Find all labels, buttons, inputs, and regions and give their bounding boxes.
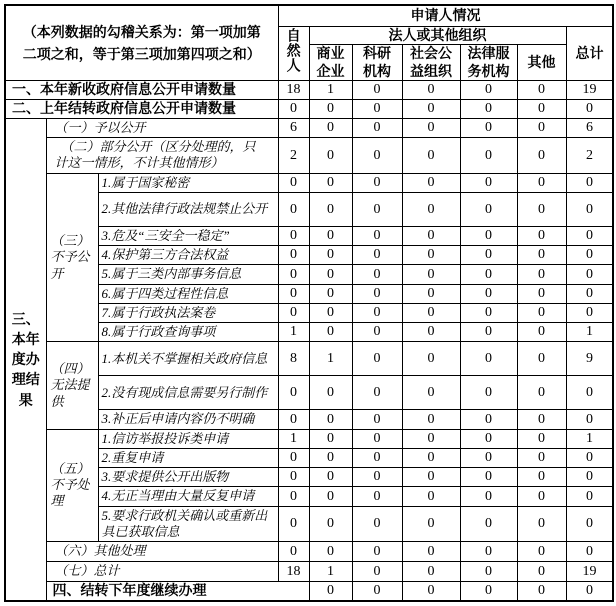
value-cell: 0 <box>278 376 309 410</box>
value-cell: 0 <box>278 303 309 322</box>
value-cell: 0 <box>352 100 402 119</box>
value-cell: 0 <box>402 284 460 303</box>
value-cell: 0 <box>517 342 566 376</box>
value-cell: 0 <box>517 81 566 100</box>
value-cell: 0 <box>352 246 402 265</box>
value-cell: 0 <box>352 138 402 174</box>
value-cell: 0 <box>402 582 460 601</box>
value-cell: 0 <box>566 448 613 467</box>
value-cell: 0 <box>352 448 402 467</box>
value-cell: 0 <box>309 487 352 506</box>
value-cell: 0 <box>460 542 517 562</box>
value-cell: 0 <box>278 284 309 303</box>
value-cell: 0 <box>352 506 402 542</box>
value-cell: 0 <box>309 138 352 174</box>
row-label: 1.信访举报投诉类申请 <box>98 429 278 448</box>
value-cell: 0 <box>352 562 402 582</box>
value-cell: 19 <box>566 81 613 100</box>
value-cell: 0 <box>517 303 566 322</box>
value-cell: 0 <box>402 226 460 245</box>
value-cell: 0 <box>309 582 352 601</box>
value-cell: 2 <box>566 138 613 174</box>
value-cell: 0 <box>460 468 517 487</box>
nondisclosure-group-label: （三）不予公开 <box>46 173 98 342</box>
value-cell: 0 <box>352 226 402 245</box>
row-carried-over-applications <box>5 100 613 119</box>
value-cell: 1 <box>309 342 352 376</box>
row-label: 6.属于四类过程性信息 <box>98 284 278 303</box>
value-cell: 2 <box>278 138 309 174</box>
value-cell: 0 <box>517 265 566 284</box>
applicant-status-header: 申请人情况 <box>278 5 613 26</box>
value-cell: 0 <box>566 265 613 284</box>
value-cell: 0 <box>352 487 402 506</box>
row-label: 4.保护第三方合法权益 <box>98 246 278 265</box>
value-cell: 0 <box>460 226 517 245</box>
org-type-header-other: 其他 <box>517 45 566 81</box>
value-cell: 0 <box>566 192 613 226</box>
org-type-header-legal-service: 法律服务机构 <box>460 45 517 81</box>
value-cell: 0 <box>566 226 613 245</box>
value-cell: 0 <box>460 100 517 119</box>
value-cell: 0 <box>517 284 566 303</box>
value-cell: 0 <box>517 562 566 582</box>
value-cell: 0 <box>352 410 402 429</box>
value-cell: 0 <box>402 303 460 322</box>
value-cell: 0 <box>566 376 613 410</box>
value-cell: 1 <box>278 323 309 342</box>
value-cell: 0 <box>460 246 517 265</box>
value-cell: 0 <box>460 376 517 410</box>
value-cell: 0 <box>278 226 309 245</box>
org-type-header-research: 科研机构 <box>352 45 402 81</box>
value-cell: 0 <box>309 303 352 322</box>
value-cell: 0 <box>460 429 517 448</box>
row-label: 2.没有现成信息需要另行制作 <box>98 376 278 410</box>
value-cell: 0 <box>566 542 613 562</box>
row-nondisclosure-1 <box>5 173 613 192</box>
value-cell: 0 <box>517 226 566 245</box>
value-cell: 0 <box>460 582 517 601</box>
value-cell: 0 <box>352 81 402 100</box>
row-label: 四、结转下年度继续办理 <box>46 582 309 601</box>
row-label: 2.重复申请 <box>98 448 278 467</box>
value-cell: 0 <box>278 542 309 562</box>
value-cell: 0 <box>309 506 352 542</box>
value-cell: 0 <box>278 506 309 542</box>
not-processed-group-label: （五）不予处理 <box>46 429 98 542</box>
value-cell: 9 <box>566 342 613 376</box>
value-cell: 0 <box>402 138 460 174</box>
value-cell: 0 <box>309 323 352 342</box>
value-cell: 0 <box>309 100 352 119</box>
value-cell: 0 <box>566 468 613 487</box>
row-unable-provide-1 <box>5 342 613 376</box>
row-label: 4.无正当理由大量反复申请 <box>98 487 278 506</box>
value-cell: 0 <box>352 582 402 601</box>
value-cell: 0 <box>460 506 517 542</box>
value-cell: 0 <box>278 410 309 429</box>
row-label: 一、本年新收政府信息公开申请数量 <box>5 81 278 100</box>
value-cell: 0 <box>352 376 402 410</box>
value-cell: 0 <box>352 173 402 192</box>
value-cell: 0 <box>460 81 517 100</box>
value-cell: 0 <box>460 192 517 226</box>
section3-label: 三、本年度办理结果 <box>5 119 46 601</box>
value-cell: 0 <box>460 138 517 174</box>
row-label: 7.属于行政执法案卷 <box>98 303 278 322</box>
value-cell: 0 <box>352 265 402 284</box>
value-cell: 1 <box>309 562 352 582</box>
value-cell: 0 <box>352 542 402 562</box>
value-cell: 0 <box>402 468 460 487</box>
value-cell: 0 <box>517 542 566 562</box>
value-cell: 0 <box>309 246 352 265</box>
value-cell: 0 <box>402 542 460 562</box>
natural-person-label: 自然人 <box>285 28 302 74</box>
value-cell: 0 <box>460 562 517 582</box>
value-cell: 0 <box>460 303 517 322</box>
value-cell: 1 <box>566 323 613 342</box>
value-cell: 0 <box>566 506 613 542</box>
value-cell: 0 <box>309 173 352 192</box>
row-partial-disclosure <box>5 138 613 174</box>
row-label: 1.本机关不掌握相关政府信息 <box>98 342 278 376</box>
value-cell: 1 <box>309 81 352 100</box>
value-cell: 0 <box>278 265 309 284</box>
value-cell: 0 <box>352 342 402 376</box>
value-cell: 0 <box>566 246 613 265</box>
value-cell: 0 <box>309 410 352 429</box>
value-cell: 0 <box>309 542 352 562</box>
header-row-1 <box>5 5 613 26</box>
row-label: 5.属于三类内部事务信息 <box>98 265 278 284</box>
row-label: （一）予以公开 <box>46 119 278 138</box>
row-label: 8.属于行政查询事项 <box>98 323 278 342</box>
value-cell: 0 <box>517 192 566 226</box>
value-cell: 0 <box>352 429 402 448</box>
value-cell: 0 <box>566 303 613 322</box>
value-cell: 0 <box>402 342 460 376</box>
value-cell: 0 <box>278 448 309 467</box>
value-cell: 0 <box>460 265 517 284</box>
value-cell: 0 <box>517 487 566 506</box>
value-cell: 0 <box>517 410 566 429</box>
value-cell: 0 <box>352 323 402 342</box>
value-cell: 0 <box>460 487 517 506</box>
row-label: （六）其他处理 <box>46 542 278 562</box>
value-cell: 0 <box>402 410 460 429</box>
value-cell: 0 <box>309 284 352 303</box>
legal-org-header: 法人或其他组织 <box>309 26 566 45</box>
value-cell: 0 <box>460 323 517 342</box>
row-label: 3.要求提供公开出版物 <box>98 468 278 487</box>
value-cell: 0 <box>517 376 566 410</box>
value-cell: 0 <box>402 376 460 410</box>
row-label: （七）总计 <box>46 562 278 582</box>
org-type-header-business: 商业企业 <box>309 45 352 81</box>
value-cell: 0 <box>402 81 460 100</box>
value-cell: 8 <box>278 342 309 376</box>
value-cell: 18 <box>278 562 309 582</box>
value-cell: 0 <box>278 100 309 119</box>
value-cell: 0 <box>517 119 566 138</box>
value-cell: 18 <box>278 81 309 100</box>
reconciliation-note: （本列数据的勾稽关系为：第一项加第二项之和，等于第三项加第四项之和） <box>5 5 278 81</box>
row-granted-disclosure <box>5 119 613 138</box>
value-cell: 0 <box>402 448 460 467</box>
value-cell: 0 <box>460 284 517 303</box>
value-cell: 0 <box>352 284 402 303</box>
row-label: 1.属于国家秘密 <box>98 173 278 192</box>
value-cell: 0 <box>402 119 460 138</box>
value-cell: 0 <box>402 506 460 542</box>
value-cell: 0 <box>460 173 517 192</box>
value-cell: 0 <box>278 487 309 506</box>
value-cell: 19 <box>566 562 613 582</box>
value-cell: 0 <box>309 119 352 138</box>
value-cell: 0 <box>566 284 613 303</box>
value-cell: 0 <box>460 448 517 467</box>
value-cell: 0 <box>309 429 352 448</box>
value-cell: 0 <box>402 429 460 448</box>
value-cell: 0 <box>278 246 309 265</box>
value-cell: 0 <box>566 487 613 506</box>
value-cell: 0 <box>460 410 517 429</box>
row-label: 二、上年结转政府信息公开申请数量 <box>5 100 278 119</box>
row-label: 2.其他法律行政法规禁止公开 <box>98 192 278 226</box>
value-cell: 1 <box>278 429 309 448</box>
disclosure-applications-table <box>4 4 614 602</box>
value-cell: 0 <box>517 468 566 487</box>
value-cell: 0 <box>352 303 402 322</box>
value-cell: 0 <box>309 448 352 467</box>
value-cell: 0 <box>352 468 402 487</box>
value-cell: 0 <box>517 448 566 467</box>
row-not-processed-1 <box>5 429 613 448</box>
value-cell: 0 <box>566 100 613 119</box>
value-cell: 0 <box>402 100 460 119</box>
value-cell: 0 <box>309 468 352 487</box>
value-cell: 0 <box>309 376 352 410</box>
value-cell: 0 <box>460 342 517 376</box>
value-cell: 0 <box>278 173 309 192</box>
org-type-header-public-welfare: 社会公益组织 <box>402 45 460 81</box>
value-cell: 0 <box>402 265 460 284</box>
value-cell: 0 <box>517 582 566 601</box>
value-cell: 0 <box>402 173 460 192</box>
value-cell: 0 <box>309 192 352 226</box>
value-cell: 0 <box>517 138 566 174</box>
unable-provide-group-label: （四）无法提供 <box>46 342 98 429</box>
value-cell: 0 <box>517 506 566 542</box>
value-cell: 0 <box>352 119 402 138</box>
value-cell: 0 <box>309 265 352 284</box>
row-label: 3.补正后申请内容仍不明确 <box>98 410 278 429</box>
value-cell: 1 <box>566 429 613 448</box>
row-label: 5.要求行政机关确认或重新出具已获取信息 <box>98 506 278 542</box>
value-cell: 0 <box>517 323 566 342</box>
value-cell: 0 <box>566 410 613 429</box>
row-label: （二）部分公开（区分处理的，只计这一情形，不计其他情形） <box>46 138 278 174</box>
value-cell: 0 <box>517 429 566 448</box>
value-cell: 6 <box>278 119 309 138</box>
value-cell: 0 <box>402 246 460 265</box>
value-cell: 0 <box>278 192 309 226</box>
row-carry-to-next-year <box>5 582 613 601</box>
value-cell: 0 <box>517 246 566 265</box>
value-cell: 6 <box>566 119 613 138</box>
value-cell: 0 <box>566 173 613 192</box>
value-cell: 0 <box>566 582 613 601</box>
value-cell: 0 <box>460 119 517 138</box>
total-header: 总计 <box>566 26 613 81</box>
value-cell: 0 <box>352 192 402 226</box>
value-cell: 0 <box>278 468 309 487</box>
value-cell: 0 <box>309 226 352 245</box>
value-cell: 0 <box>402 323 460 342</box>
row-new-applications <box>5 81 613 100</box>
row-label: 3.危及“三安全一稳定” <box>98 226 278 245</box>
value-cell: 0 <box>402 192 460 226</box>
value-cell: 0 <box>402 562 460 582</box>
value-cell: 0 <box>402 487 460 506</box>
natural-person-header <box>278 26 309 81</box>
value-cell: 0 <box>517 173 566 192</box>
row-other-processing <box>5 542 613 562</box>
value-cell: 0 <box>517 100 566 119</box>
row-subtotal <box>5 562 613 582</box>
